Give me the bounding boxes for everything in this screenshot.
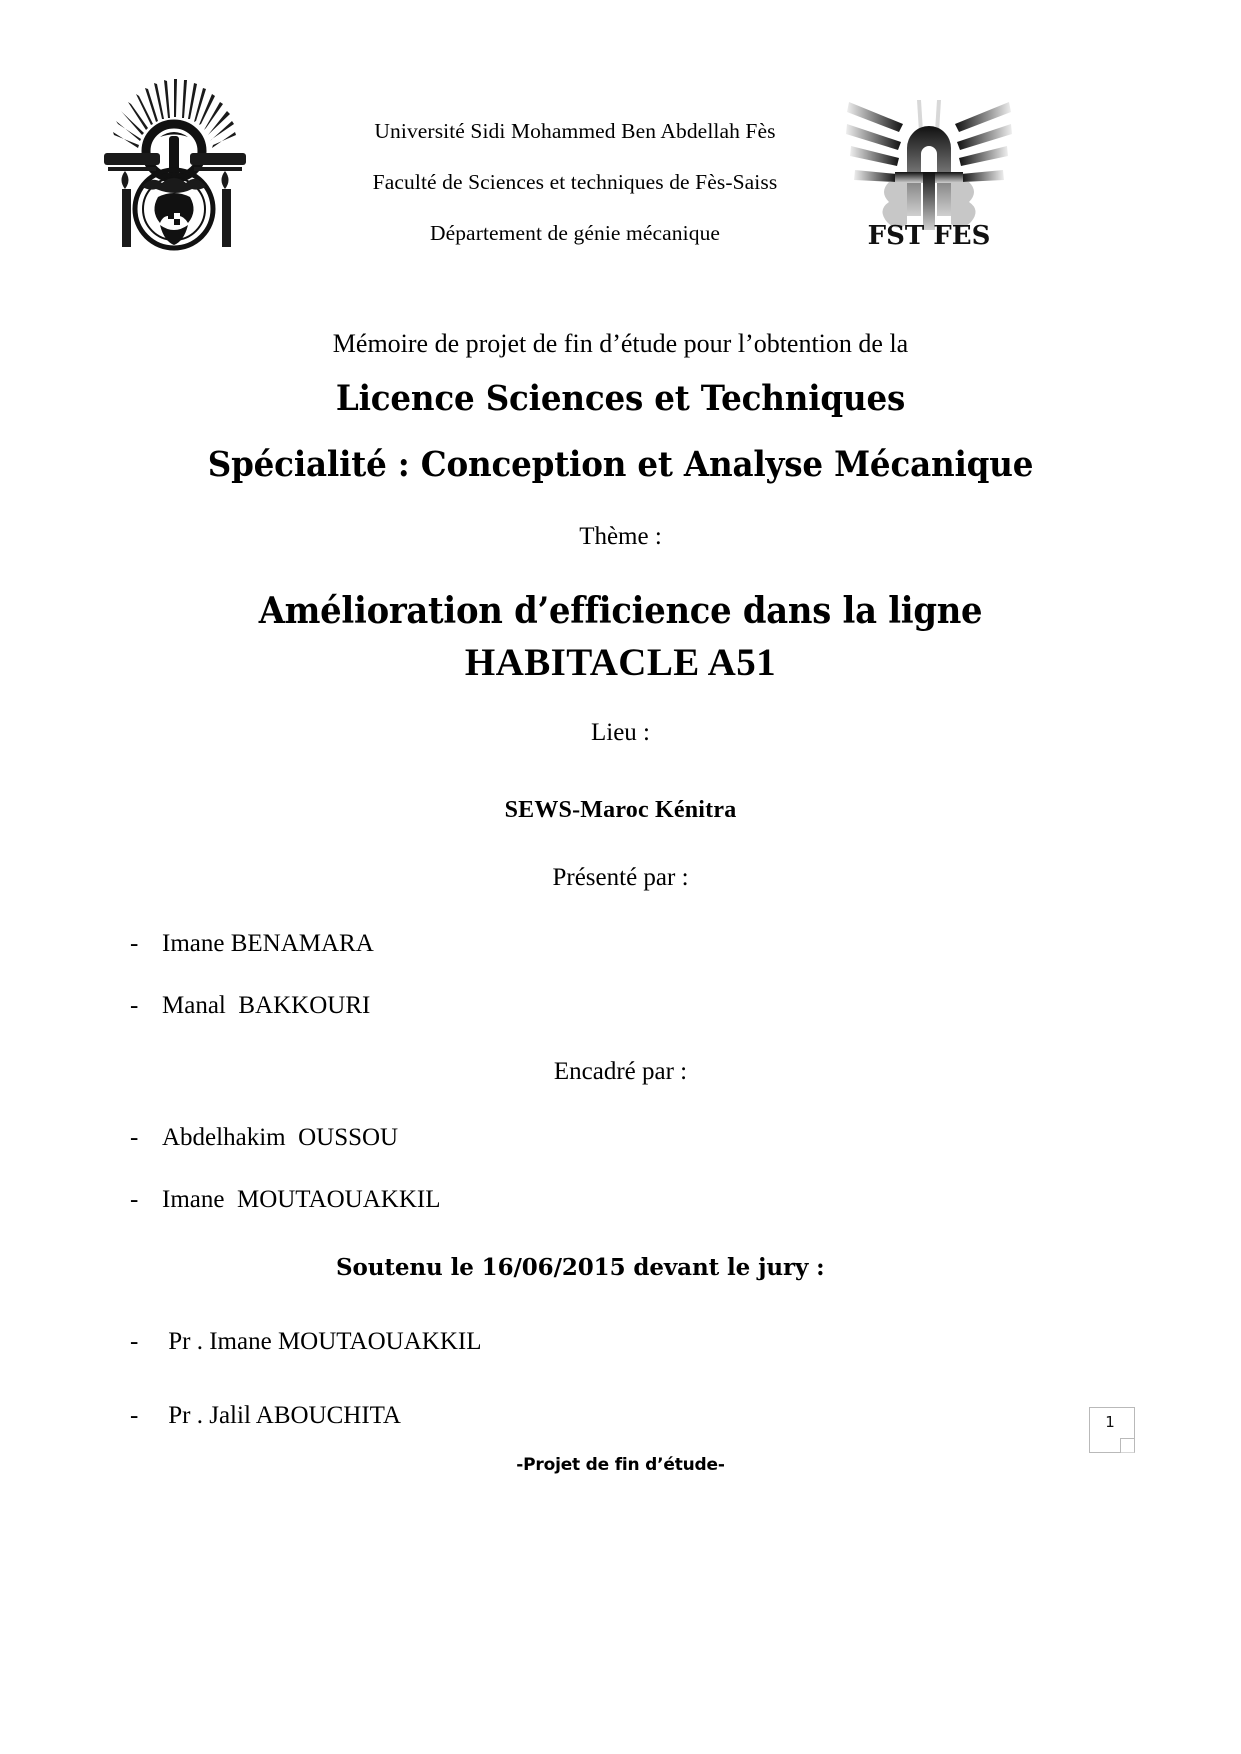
lieu-label: Lieu : [590, 719, 650, 746]
degree-specialty-line: Spécialité : Conception et Analyse Mécanique [207, 444, 1034, 485]
presented-by-label: Présenté par : [552, 864, 689, 891]
bullet-dash: - [130, 1328, 139, 1355]
fst-fes-logo-caption: FST FES [867, 221, 991, 248]
jury-list [0, 1305, 1241, 1453]
degree-title-line: Licence Sciences et Techniques [335, 378, 906, 419]
document-header [0, 58, 1241, 258]
fst-fes-logo [845, 76, 1013, 248]
lieu-value: SEWS-Maroc Kénitra [504, 797, 737, 823]
page-number: 1 [1105, 1413, 1115, 1431]
students-list [0, 913, 1241, 1037]
bullet-dash: - [130, 930, 139, 957]
footer-note [0, 1455, 1241, 1475]
usmba-university-seal-logo [98, 63, 250, 251]
list-item [0, 975, 1241, 1037]
list-item [0, 1107, 1241, 1169]
list-item [0, 1169, 1241, 1231]
title-page-content [0, 318, 1241, 1453]
list-item [0, 913, 1241, 975]
student-name: Imane BENAMARA [162, 930, 374, 957]
page-number-badge [1089, 1407, 1135, 1453]
bullet-dash: - [130, 992, 139, 1019]
bullet-dash: - [130, 1186, 139, 1213]
theme-label: Thème : [579, 523, 662, 550]
supervisors-list [0, 1107, 1241, 1231]
bullet-dash: - [130, 1124, 139, 1151]
supervisor-name: Abdelhakim OUSSOU [162, 1124, 399, 1151]
page-fold-highlight-icon [1120, 1438, 1134, 1452]
list-item [0, 1305, 1241, 1379]
footer-note-text: -Projet de fin d’étude- [516, 1455, 725, 1475]
defense-date-heading: Soutenu le 16/06/2015 devant le jury : [336, 1254, 825, 1281]
header-university-line: Université Sidi Mohammed Ben Abdellah Fès [374, 119, 776, 143]
thesis-title-line-2: HABITACLE A51 [464, 641, 777, 684]
header-faculty-line: Faculté de Sciences et techniques de Fès-Saiss [372, 170, 778, 194]
thesis-title-line-1: Amélioration d’efficience dans la ligne [258, 590, 983, 632]
supervisor-name: Imane MOUTAOUAKKIL [162, 1186, 441, 1213]
header-institution-block [285, 106, 865, 259]
header-department-line: Département de génie mécanique [429, 221, 721, 245]
bullet-dash: - [130, 1402, 139, 1429]
jury-member-name: Pr . Imane MOUTAOUAKKIL [162, 1328, 482, 1355]
memoire-intro-line: Mémoire de projet de fin d’étude pour l’obtention de la [332, 329, 909, 358]
supervised-by-label: Encadré par : [553, 1058, 688, 1085]
jury-member-name: Pr . Jalil ABOUCHITA [162, 1402, 401, 1429]
list-item [0, 1379, 1241, 1453]
student-name: Manal BAKKOURI [162, 992, 371, 1019]
